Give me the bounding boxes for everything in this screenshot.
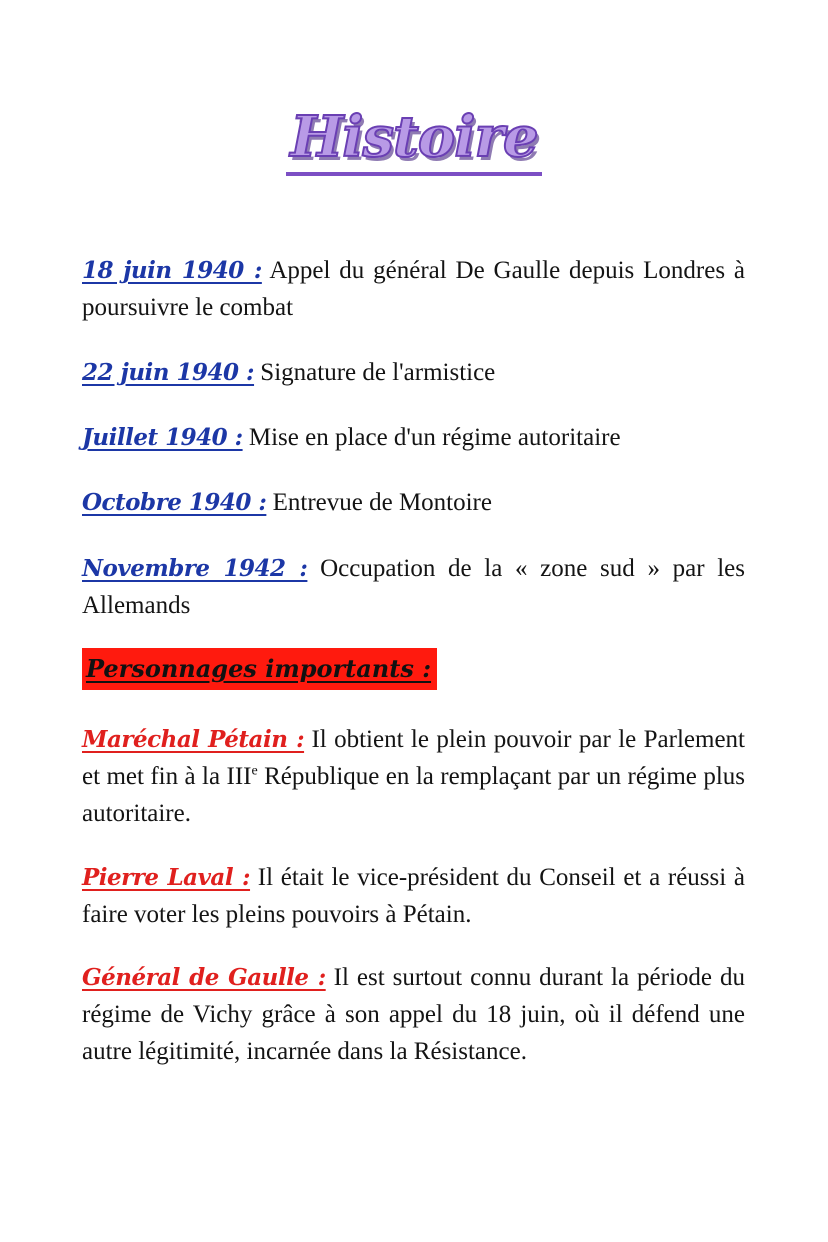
person-paragraph — [82, 721, 745, 832]
section-heading: Personnages importants : — [82, 648, 437, 690]
event-text: Appel du général De Gaulle depuis Londres à poursuivre le combat — [82, 257, 746, 321]
person-paragraph — [82, 959, 745, 1070]
event-paragraph — [82, 252, 745, 326]
event-text: Signature de l'armistice — [260, 359, 496, 386]
person-name-label: Général de Gaulle : — [82, 964, 326, 991]
event-paragraph — [82, 550, 745, 624]
page-title: Histoire — [0, 104, 828, 170]
person-paragraph — [82, 859, 745, 933]
event-date-label: 22 juin 1940 : — [82, 359, 255, 386]
event-text: Entrevue de Montoire — [272, 489, 492, 516]
event-text: Occupation de la « zone sud » par les Allemands — [82, 555, 745, 619]
event-paragraph — [82, 419, 745, 456]
event-date-label: Juillet 1940 : — [82, 424, 243, 451]
person-text: Il est surtout connu durant la période du régime de Vichy grâce à son appel du 18 juin, où il défend une autre légitimité, incarnée dans la Résistance. — [82, 964, 745, 1065]
person-text: Il était le vice-président du Conseil et a réussi à faire voter les pleins pouvoirs à Pétain. — [82, 864, 745, 928]
event-paragraph — [82, 354, 745, 391]
event-paragraph — [82, 484, 745, 521]
event-text: Mise en place d'un régime autoritaire — [248, 424, 621, 451]
person-text: Il obtient le plein pouvoir par le Parlement et met fin à la III — [82, 726, 745, 790]
superscript: e — [251, 763, 258, 779]
event-date-label: 18 juin 1940 : — [82, 257, 262, 284]
event-date-label: Novembre 1942 : — [82, 555, 308, 582]
person-text-continued: République en la remplaçant par un régime plus autoritaire. — [82, 763, 745, 827]
person-name-label: Maréchal Pétain : — [82, 726, 305, 753]
event-date-label: Octobre 1940 : — [82, 489, 267, 516]
person-name-label: Pierre Laval : — [82, 864, 251, 891]
